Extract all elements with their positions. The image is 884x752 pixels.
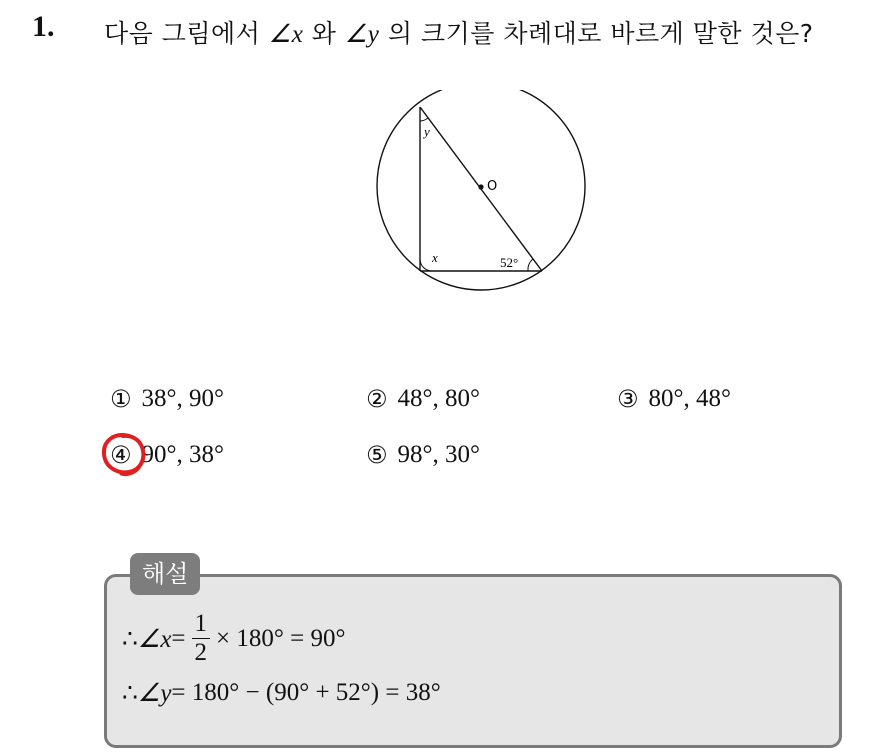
therefore-symbol-1: ∴ [122,625,138,653]
solution-angle-x: ∠x [137,625,172,653]
question-text-mid: 와 [303,19,345,48]
solution-eq-1: = [171,624,186,652]
choice-3-text: 80°, 48° [648,385,732,412]
therefore-symbol-2: ∴ [122,680,138,707]
choice-2[interactable] [366,385,480,413]
choice-2-number: ② [366,385,388,413]
choice-4-text: 90°, 38° [141,441,225,468]
solution-line-2 [122,678,441,708]
choice-5-number: ⑤ [366,441,388,469]
angle-52-arc [528,259,533,271]
fraction-numerator: 1 [192,610,211,639]
choice-3[interactable] [617,385,731,413]
choice-4-number: ④ [110,441,132,469]
question-text-before: 다음 그림에서 [104,19,269,48]
circle-triangle-figure [370,90,592,302]
question-text-after: 의 크기를 차례대로 바르게 말한 것은? [379,19,814,48]
solution-line-2-rest: = 180° − (90° + 52°) = 38° [171,679,441,706]
answer-circle-mark [99,430,149,478]
choice-1-text: 38°, 90° [141,385,225,412]
label-center-o: O [487,179,498,194]
choice-2-text: 48°, 80° [397,385,481,412]
solution-line-1 [122,610,345,667]
angle-y-label: ∠y [344,21,380,48]
choice-5-text: 98°, 30° [397,441,481,468]
choice-3-number: ③ [617,385,639,413]
solution-line-1-rest: × 180° = 90° [216,624,346,652]
solution-angle-y: ∠y [137,680,172,707]
choice-1[interactable] [110,385,224,413]
center-point [478,184,483,189]
choice-5[interactable] [366,441,480,469]
choice-1-number: ① [110,385,132,413]
label-y: y [424,124,430,139]
question-number: 1. [32,10,55,43]
label-52-degrees: 52° [500,255,519,270]
fraction-one-half [192,610,211,667]
solution-tag: 해설 [130,553,200,595]
angle-y-arc [420,118,428,121]
red-circle-stroke [104,435,143,472]
label-x: x [432,250,438,265]
angle-x-label: ∠x [268,21,304,48]
fraction-denominator: 2 [194,639,208,666]
angle-x-arc [420,259,432,271]
question-text [104,14,814,50]
